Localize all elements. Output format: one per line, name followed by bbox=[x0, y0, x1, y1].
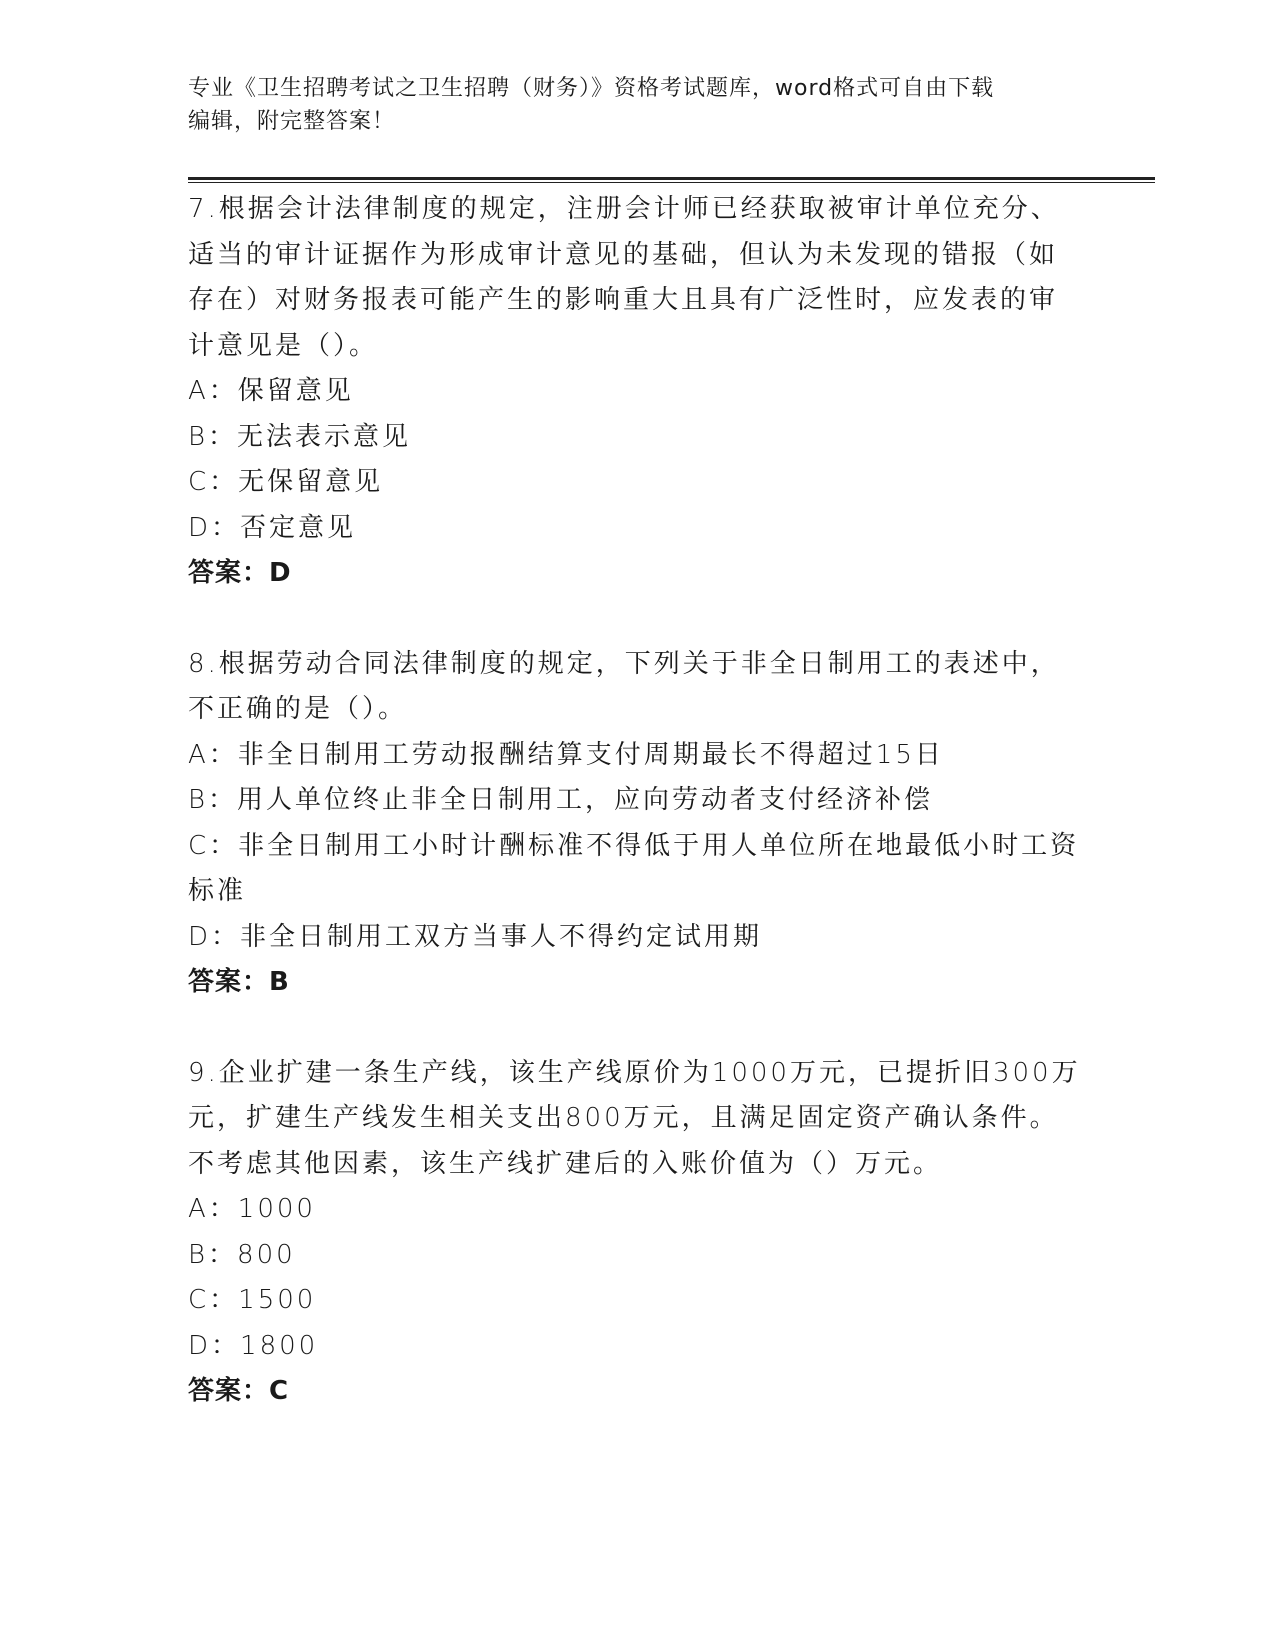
option-d: D：否定意见 bbox=[188, 512, 357, 543]
question-text-line: 元，扩建生产线发生相关支出800万元，且满足固定资产确认条件。 bbox=[188, 1103, 1059, 1133]
option-b: B：用人单位终止非全日制用工，应向劳动者支付经济补偿 bbox=[188, 785, 934, 815]
option-a: A：保留意见 bbox=[188, 376, 354, 406]
option-b: B：无法表示意见 bbox=[188, 421, 412, 452]
question-spacer bbox=[188, 597, 1088, 642]
question-text-line: 不正确的是（）。 bbox=[188, 694, 408, 724]
question-7 bbox=[188, 187, 1088, 597]
question-text-line: 计意见是（）。 bbox=[188, 330, 379, 361]
question-8 bbox=[188, 642, 1088, 1006]
question-text-line: 8.根据劳动合同法律制度的规定，下列关于非全日制用工的表述中， bbox=[188, 648, 1060, 679]
header-line-1: 专业《卫生招聘考试之卫生招聘（财务）》资格考试题库，word格式可自由下载 bbox=[188, 76, 995, 101]
question-spacer bbox=[188, 1006, 1088, 1051]
option-c-continued: 标准 bbox=[188, 876, 247, 906]
header-rule-thin bbox=[188, 182, 1155, 183]
question-text-line: 存在）对财务报表可能产生的影响重大且具有广泛性时，应发表的审 bbox=[188, 285, 1059, 315]
option-a: A：非全日制用工劳动报酬结算支付周期最长不得超过15日 bbox=[188, 739, 944, 770]
option-d: D：1800 bbox=[188, 1330, 319, 1361]
question-9 bbox=[188, 1051, 1088, 1415]
answer: 答案：C bbox=[188, 1376, 290, 1406]
option-c: C：无保留意见 bbox=[188, 467, 384, 497]
option-b: B：800 bbox=[188, 1239, 296, 1270]
question-text-line: 9.企业扩建一条生产线，该生产线原价为1000万元，已提折旧300万 bbox=[188, 1057, 1081, 1088]
question-text-line: 不考虑其他因素，该生产线扩建后的入账价值为（）万元。 bbox=[188, 1148, 943, 1179]
option-c: C：1500 bbox=[188, 1285, 317, 1315]
question-text-line: 适当的审计证据作为形成审计意见的基础，但认为未发现的错报（如 bbox=[188, 239, 1059, 270]
answer: 答案：D bbox=[188, 558, 292, 588]
header-rule-thick bbox=[188, 177, 1155, 180]
answer: 答案：B bbox=[188, 967, 290, 997]
option-a: A：1000 bbox=[188, 1194, 316, 1224]
option-d: D：非全日制用工双方当事人不得约定试用期 bbox=[188, 921, 763, 952]
header-line-2: 编辑，附完整答案！ bbox=[188, 109, 396, 134]
question-text-line: 7.根据会计法律制度的规定，注册会计师已经获取被审计单位充分、 bbox=[188, 194, 1060, 224]
document-header bbox=[188, 72, 1088, 138]
question-list bbox=[188, 187, 1088, 1415]
option-c: C：非全日制用工小时计酬标准不得低于用人单位所在地最低小时工资 bbox=[188, 830, 1080, 861]
